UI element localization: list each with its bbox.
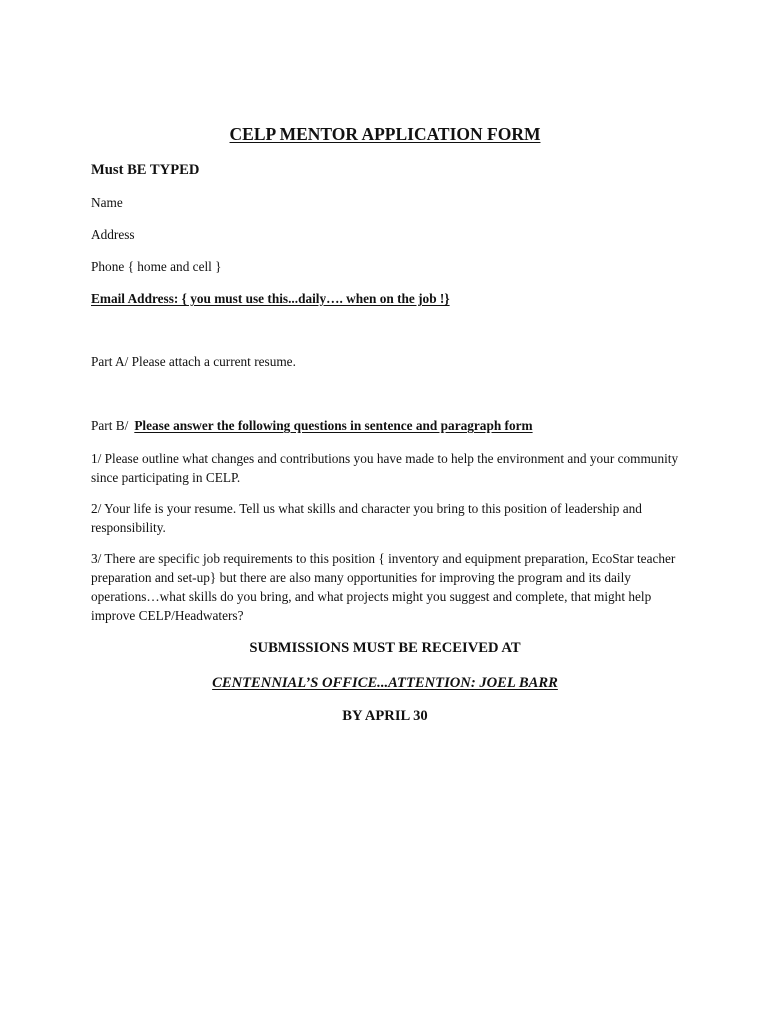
phone-field-label: Phone { home and cell } [91, 259, 222, 274]
attention-line: CENTENNIAL’S OFFICE...ATTENTION: JOEL BARR [212, 675, 558, 691]
email-field-label: Email Address: { you must use this...daily…. when on the job !} [91, 291, 450, 306]
name-field-label: Name [91, 195, 123, 210]
part-a-instruction: Part A/ Please attach a current resume. [91, 354, 296, 369]
deadline: BY APRIL 30 [342, 708, 428, 724]
address-field-label: Address [91, 227, 135, 242]
instruction-must-be-typed: Must BE TYPED [91, 162, 200, 178]
question-2: 2/ Your life is your resume. Tell us what skills and character you bring to this position of leadership and responsibility. [91, 501, 642, 535]
part-b-heading: Please answer the following questions in sentence and paragraph form [134, 418, 533, 433]
submissions-heading: SUBMISSIONS MUST BE RECEIVED AT [249, 640, 521, 656]
part-b-line [91, 418, 533, 434]
page-title: CELP MENTOR APPLICATION FORM [229, 124, 541, 144]
part-b-prefix: Part B/ [91, 418, 129, 433]
question-1: 1/ Please outline what changes and contributions you have made to help the environment and your community since participating in CELP. [91, 451, 679, 485]
attention-line-wrapper [0, 674, 770, 692]
question-3: 3/ There are specific job requirements to this position { inventory and equipment preparation, EcoStar teacher preparation and set-up} but there are also many opportunities for improving the program and its daily operations…what skills do you bring, and what projects might you suggest and complete, that might help improve CELP/Headwaters? [91, 551, 676, 623]
